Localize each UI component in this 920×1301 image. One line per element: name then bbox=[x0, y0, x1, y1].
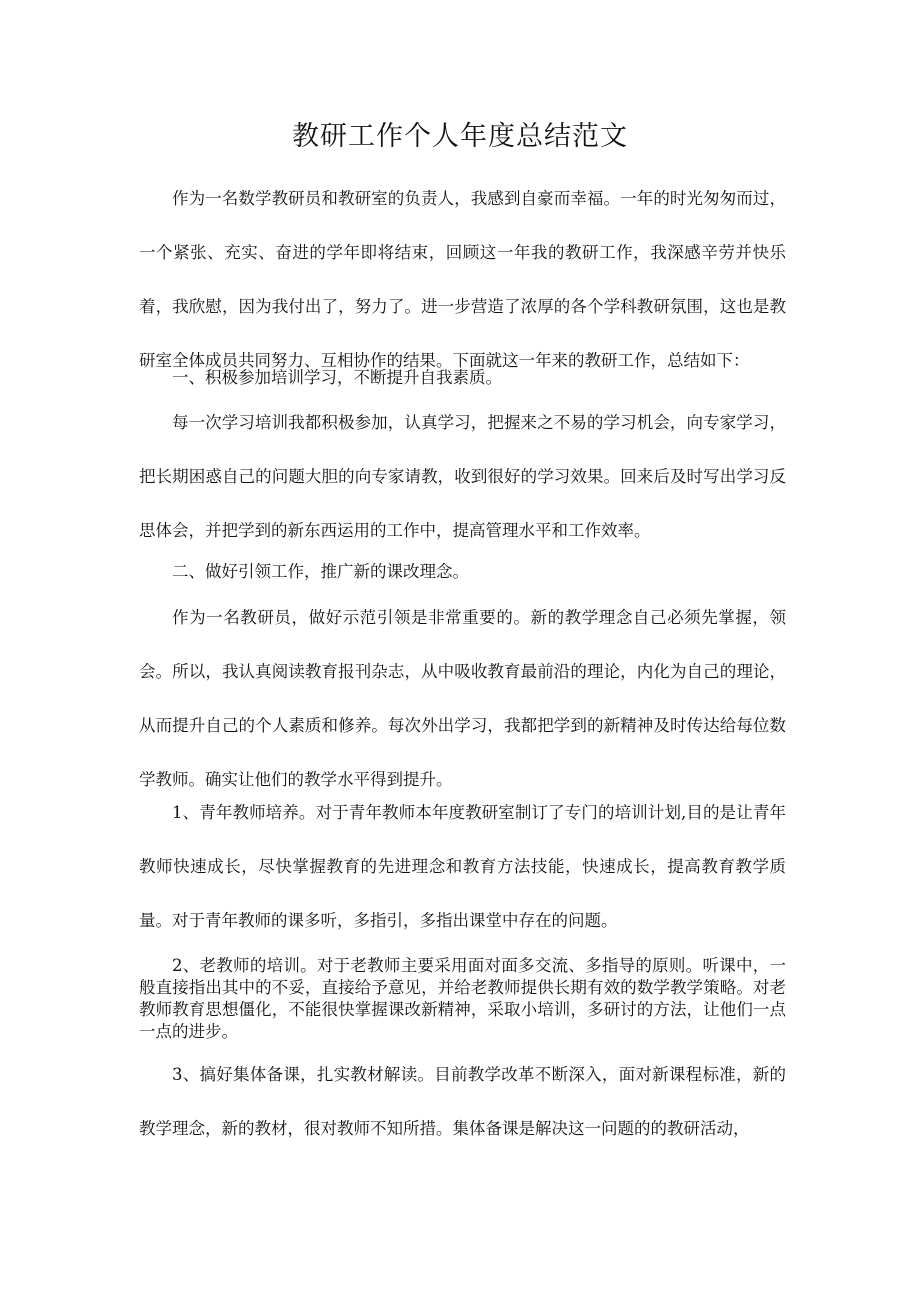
paragraph-training: 每一次学习培训我都积极参加，认真学习，把握来之不易的学习机会，向专家学习，把长期困惑自己的问题大胆的向专家请教，收到很好的学习效果。回来后及时写出学习反思体会，并把学到的新东西运用的工作中，提高管理水平和工作效率。 bbox=[139, 413, 786, 540]
paragraph-guidance: 作为一名教研员，做好示范引领是非常重要的。新的教学理念自己必须先掌握，领会。所以，我认真阅读教育报刊杂志，从中吸收教育最前沿的理论，内化为自己的理论，从而提升自己的个人素质和修养。每次外出学习，我都把学到的新精神及时传达给每位数学教师。确实让他们的教学水平得到提升。 bbox=[139, 608, 786, 789]
document-title: 教研工作个人年度总结范文 bbox=[292, 121, 628, 152]
section-heading-1: 一、积极参加培训学习，不断提升自我素质。 bbox=[172, 368, 502, 387]
paragraph-senior-teachers: 2、老教师的培训。对于老教师主要采用面对面多交流、多指导的原则。听课中，一般直接指出其中的不妥，直接给予意见，并给老教师提供长期有效的数学教学策略。对老教师教育思想僵化，不能很快掌握课改新精神，采取小培训，多研讨的方法，让他们一点一点的进步。 bbox=[139, 956, 786, 1041]
paragraph-intro: 作为一名数学教研员和教研室的负责人，我感到自豪而幸福。一年的时光匆匆而过，一个紧张、充实、奋进的学年即将结束，回顾这一年我的教研工作，我深感辛劳并快乐着，我欣慰，因为我付出了，努力了。进一步营造了浓厚的各个学科教研氛围，这也是教研室全体成员共同努力、互相协作的结果。下面就这一年来的教研工作，总结如下： bbox=[139, 189, 786, 370]
paragraph-young-teachers: 1、青年教师培养。对于青年教师本年度教研室制订了专门的培训计划,目的是让青年教师快速成长，尽快掌握教育的先进理念和教育方法技能，快速成长，提高教育教学质量。对于青年教师的课多听，多指引，多指出课堂中存在的问题。 bbox=[139, 803, 786, 930]
section-heading-2: 二、做好引领工作，推广新的课改理念。 bbox=[172, 562, 469, 581]
paragraph-lesson-prep: 3、搞好集体备课，扎实教材解读。目前教学改革不断深入，面对新课程标准，新的教学理念，新的教材，很对教师不知所措。集体备课是解决这一问题的的教研活动， bbox=[139, 1065, 786, 1138]
